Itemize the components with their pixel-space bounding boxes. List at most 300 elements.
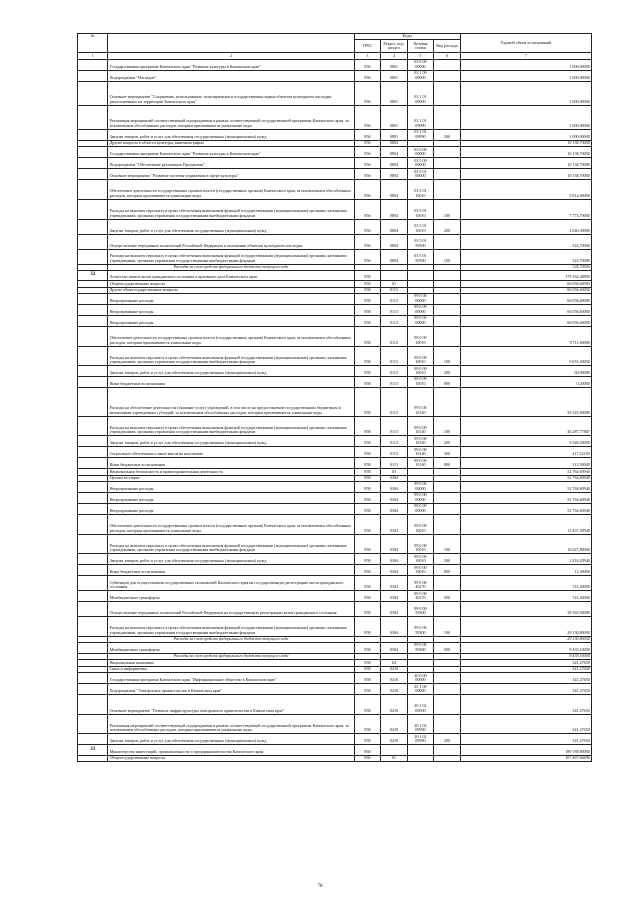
col-razdel-header: Раздел, под-раздел [381,40,407,53]
row-razdel: 0804 [381,180,407,200]
row-name: Расходы на выплаты персоналу в целях обеспечения выполнения функций государственными (муниципальными) органами, казенными учреждениями, органами управления государственными внебюджетными фондами [108,617,354,637]
row-razdel: 0304 [381,493,407,504]
row-vr [434,234,460,249]
row-grbs: 860 [354,755,380,761]
row-number [78,436,108,447]
row-amount: 66 056,60000 [460,304,591,315]
row-razdel: 0304 [381,643,407,654]
row-cs: 03 1 00 00000 [407,70,433,81]
row-vr [434,745,460,755]
row-cs: 20 1 02 00000 [407,695,433,715]
row-grbs: 856 [354,249,380,264]
row-vr: 500 [434,591,460,602]
table-row [78,576,592,591]
row-cs: 99 0 00 10010 [407,534,433,554]
row-vr [434,695,460,715]
row-name: Осуществление переданных полномочий Российской Федерации в отношении объектов культурного наследия [108,234,354,249]
table-row [78,565,592,576]
row-cs: 99 0 00 00000 [407,493,433,504]
row-grbs: 856 [354,81,380,105]
row-name: Государственная программа Камчатского края "Развитие культуры в Камчатском крае" [108,147,354,158]
row-number [78,591,108,602]
row-name: Обеспечение деятельности государственных органов власти (государственных органов) Камчатского края, за исключением обособленных расходов, которым присваиваются уникальные коды [108,515,354,535]
row-grbs: 858 [354,617,380,637]
row-grbs: 858 [354,565,380,576]
column-index: 4 [381,53,407,59]
row-grbs: 858 [354,660,380,666]
row-vr: 200 [434,554,460,565]
row-grbs: 858 [354,287,380,293]
row-number [78,70,108,81]
row-cs: 99 0 00 10140 [407,447,433,458]
row-amount: 10 627,80000 [460,534,591,554]
row-number [78,643,108,654]
row-cs: 99 0 00 10010 [407,326,433,346]
row-number [78,388,108,417]
row-name: Подпрограмма "Наследие" [108,70,354,81]
row-cs: 99 0 00 00000 [407,294,433,305]
col-number-header: № [78,34,108,53]
row-amount: 66 056,60000 [460,287,591,293]
row-amount: 52 764,60940 [460,504,591,515]
row-razdel: 0113 [381,388,407,417]
row-vr [434,158,460,169]
table-row [78,249,592,264]
row-cs: 20 1 02 09990 [407,714,433,734]
row-amount: 1 000,00000 [460,81,591,105]
row-grbs: 856 [354,147,380,158]
row-razdel: 0801 [381,59,407,70]
row-amount: 46 287,77807 [460,416,591,436]
row-amount: 1 000,00000 [460,70,591,81]
table-row [78,755,592,761]
row-cs: 99 0 00 10140 [407,416,433,436]
row-grbs: 856 [354,169,380,180]
row-amount: 52 764,60940 [460,482,591,493]
column-index: 6 [434,53,460,59]
row-vr: 100 [434,346,460,366]
row-name: Государственная программа Камчатского края "Развитие культуры в Камчатском крае" [108,59,354,70]
row-grbs: 858 [354,504,380,515]
table-row [78,81,592,105]
row-amount: 313,50000 [460,458,591,469]
row-name: Социальное обеспечение и иные выплаты населению [108,447,354,458]
table-row [78,315,592,326]
row-name: Основное мероприятие "Развитие инфраструктуры электронного правительства в Камчатском крае" [108,695,354,715]
row-name: Иные бюджетные ассигнования [108,458,354,469]
row-name: Расходы за счет средств федерального бюджета текущего года [108,636,354,642]
row-cs: 99 0 00 00000 [407,315,433,326]
row-grbs: 858 [354,534,380,554]
row-vr: 800 [434,565,460,576]
row-cs: 99 0 00 00000 [407,482,433,493]
row-name: Непрограммные расходы [108,294,354,305]
row-grbs: 858 [354,666,380,672]
row-vr: 100 [434,249,460,264]
table-row [78,436,592,447]
table-row [78,59,592,70]
row-cs: 03 1 01 09990 [407,130,433,141]
row-name: Непрограммные расходы [108,504,354,515]
row-grbs: 858 [354,554,380,565]
row-number [78,684,108,695]
table-row [78,147,592,158]
row-grbs: 858 [354,576,380,591]
row-cs: 99 0 00 10140 [407,436,433,447]
row-vr [434,315,460,326]
row-cs: 99 0 00 10140 [407,458,433,469]
col-cs-header: Целевая статья [407,40,433,53]
row-razdel: 01 [381,281,407,287]
row-amount: 9 346,50000 [460,436,591,447]
row-cs: 03 0 00 00000 [407,147,433,158]
row-razdel: 0304 [381,591,407,602]
row-name: Подпрограмма "Электронное правительство в Камчатском крае" [108,684,354,695]
row-cs: 20 0 00 00000 [407,673,433,684]
row-grbs: 856 [354,70,380,81]
row-cs: 20 1 00 00000 [407,684,433,695]
row-amount: 341,27650 [460,714,591,734]
row-razdel: 0304 [381,617,407,637]
row-number [78,366,108,377]
row-name: Закупка товаров, работ и услуг для обеспечения государственных (муниципальных) нужд [108,734,354,745]
row-amount: 52 764,60940 [460,475,591,481]
row-vr: 100 [434,416,460,436]
row-razdel [381,745,407,755]
row-number [78,81,108,105]
row-number [78,493,108,504]
codes-header: Коды [354,34,460,40]
row-razdel: 0804 [381,169,407,180]
row-amount: 324,70000 [460,234,591,249]
row-grbs: 858 [354,591,380,602]
col-name-header [108,34,354,53]
row-razdel: 0113 [381,366,407,377]
row-name: Закупка товаров, работ и услуг для обеспечения государственных (муниципальных) нужд [108,366,354,377]
row-name: Осуществление переданных полномочий Российской Федерации на государственную регистрацию актов гражданского состояния [108,602,354,617]
row-name: Национальная экономика [108,660,354,666]
row-amount: 417,22193 [460,447,591,458]
row-number [78,326,108,346]
row-razdel: 0410 [381,684,407,695]
row-amount: 1 000,00000 [460,105,591,129]
row-amount: 9 814,00000 [460,180,591,200]
table-row [78,416,592,436]
row-amount: 52 764,60940 [460,469,591,475]
row-amount: 10 138,70000 [460,141,591,147]
row-number [78,294,108,305]
row-grbs: 856 [354,105,380,129]
row-razdel: 0804 [381,147,407,158]
row-number [78,458,108,469]
row-number [78,515,108,535]
row-grbs: 856 [354,158,380,169]
col-total-header: Годовой объем ассигнований [460,34,591,53]
row-name: Межбюджетные трансферты [108,591,354,602]
row-vr [434,714,460,734]
row-razdel: 0804 [381,158,407,169]
row-name: Закупка товаров, работ и услуг для обеспечения государственных (муниципальных) нужд [108,130,354,141]
row-razdel: 0801 [381,130,407,141]
row-name: Органы юстиции [108,475,354,481]
row-grbs: 856 [354,199,380,219]
row-razdel: 0410 [381,734,407,745]
column-index: 5 [407,53,433,59]
row-amount: 2 040,30000 [460,219,591,234]
row-name: Общегосударственные вопросы [108,281,354,287]
row-cs: 03 1 01 00000 [407,81,433,105]
row-amount: 107 467,66696 [460,755,591,761]
table-row [78,745,592,755]
row-vr: 200 [434,734,460,745]
row-amount: 341,27650 [460,695,591,715]
row-number [78,315,108,326]
row-name: Государственная программа Камчатского края "Информационное общество в Камчатском крае" [108,673,354,684]
table-row [78,199,592,219]
column-index: 7 [460,53,591,59]
row-name: Расходы за счет средств федерального бюджета текущего года [108,264,354,270]
table-row [78,684,592,695]
row-name: Расходы на выплаты персоналу в целях обеспечения выполнения функций государственными (муниципальными) органами, казенными учреждениями, органами управления государственными внебюджетными фондами [108,199,354,219]
row-number: 33 [78,745,108,755]
row-vr [434,81,460,105]
table-row [78,534,592,554]
row-vr [434,388,460,417]
row-cs: 99 0 00 00000 [407,304,433,315]
row-cs: 03 5 00 00000 [407,158,433,169]
row-number [78,617,108,637]
row-name: Подпрограмма "Обеспечение реализации Программы" [108,158,354,169]
row-vr: 300 [434,447,460,458]
row-grbs: 858 [354,482,380,493]
row-razdel: 0304 [381,515,407,535]
row-razdel: 0410 [381,695,407,715]
row-number [78,249,108,264]
row-number [78,482,108,493]
row-amount: 52 764,60940 [460,493,591,504]
row-cs: 03 1 01 09990 [407,105,433,129]
row-razdel: 0804 [381,199,407,219]
row-cs: 99 0 00 10010 [407,554,433,565]
row-amount: 13,30000 [460,565,591,576]
row-number [78,147,108,158]
row-vr [434,180,460,200]
row-grbs: 858 [354,602,380,617]
row-razdel: 0801 [381,105,407,129]
row-grbs: 858 [354,447,380,458]
table-row [78,346,592,366]
row-grbs: 858 [354,714,380,734]
table-row [78,515,592,535]
row-amount: 179 162,48890 [460,270,591,280]
row-cs [407,270,433,280]
row-grbs: 858 [354,643,380,654]
row-name: Обеспечение деятельности государственных органов власти (государственных органов) Камчатского края, за исключением обособленных расходов, которым присваиваются уникальные коды [108,326,354,346]
row-name: Закупка товаров, работ и услуг для обеспечения государственных (муниципальных) нужд [108,219,354,234]
row-razdel: 0804 [381,234,407,249]
row-cs: 03 5 01 10010 [407,180,433,200]
row-razdel: 0113 [381,304,407,315]
row-grbs: 856 [354,234,380,249]
table-row [78,714,592,734]
row-vr [434,673,460,684]
table-row [78,219,592,234]
row-number [78,554,108,565]
row-razdel: 03 [381,469,407,475]
row-grbs: 858 [354,695,380,715]
table-row [78,180,592,200]
row-vr [434,755,460,761]
row-razdel: 0304 [381,534,407,554]
row-vr: 100 [434,534,460,554]
row-name: Национальная безопасность и правоохранительная деятельность [108,469,354,475]
row-cs: 99 0 00 59300 [407,602,433,617]
row-cs: 99 0 00 10010 [407,366,433,377]
table-row [78,366,592,377]
row-grbs: 858 [354,673,380,684]
table-row [78,270,592,280]
row-amount: 341,27650 [460,673,591,684]
row-razdel [381,270,407,280]
table-row [78,388,592,417]
row-name: Другие вопросы в области культуры, кинематографии [108,141,354,147]
row-grbs: 858 [354,281,380,287]
row-razdel: 0410 [381,673,407,684]
row-cs: 99 0 00 40270 [407,576,433,591]
row-name: Закупка товаров, работ и услуг для обеспечения государственных (муниципальных) нужд [108,436,354,447]
row-name: Субвенции для осуществления государственных полномочий Камчатского края на государственную регистрацию актов гражданского состояния [108,576,354,591]
row-amount: 9 435,10000 [460,643,591,654]
row-number [78,673,108,684]
row-number [78,199,108,219]
row-razdel: 0113 [381,326,407,346]
table-row [78,591,592,602]
row-grbs: 860 [354,745,380,755]
row-razdel: 0113 [381,458,407,469]
row-razdel: 0113 [381,315,407,326]
row-number [78,504,108,515]
page-number: 78 [317,884,323,889]
row-razdel: 0304 [381,475,407,481]
row-amount: 741,40000 [460,576,591,591]
row-amount: 9 711,60000 [460,326,591,346]
row-amount: 56 345,00000 [460,388,591,417]
row-cs: 20 1 02 09990 [407,734,433,745]
row-number [78,734,108,745]
row-amount: 9 651,40000 [460,346,591,366]
row-name: Другие общегосударственные вопросы [108,287,354,293]
row-vr [434,482,460,493]
table-row [78,169,592,180]
row-number [78,565,108,576]
row-grbs: 858 [354,469,380,475]
col-grbs-header: ГРБС [354,40,380,53]
row-name: Расходы на выплаты персоналу в целях обеспечения выполнения функций государственными (муниципальными) органами, казенными учреждениями, органами управления государственными внебюджетными фондами [108,249,354,264]
row-grbs: 858 [354,346,380,366]
row-grbs: 856 [354,130,380,141]
row-grbs: 858 [354,515,380,535]
row-razdel: 0801 [381,70,407,81]
row-amount: 341,27650 [460,666,591,672]
table-row [78,294,592,305]
row-name: Межбюджетные трансферты [108,643,354,654]
row-amount: 341,27650 [460,660,591,666]
row-razdel: 0804 [381,219,407,234]
row-vr [434,504,460,515]
row-grbs: 858 [354,458,380,469]
row-grbs: 858 [354,294,380,305]
row-cs: 99 0 00 59300 [407,643,433,654]
row-razdel: 0304 [381,576,407,591]
row-name: Расходы на обеспечение деятельности (оказание услуг) учреждений, в том числе на предоставление государственным бюджетным и автономным учреждениям субсидий, за исключением обособленных расходов, которым присваиваются уникальные коды [108,388,354,417]
table-row [78,643,592,654]
row-number [78,59,108,70]
row-amount: 10 138,70000 [460,169,591,180]
column-index: 2 [108,53,354,59]
table-row [78,482,592,493]
row-razdel: 0113 [381,416,407,436]
row-cs [407,755,433,761]
budget-table-sheet [77,33,592,762]
row-vr: 200 [434,366,460,377]
row-amount: 66 056,60000 [460,315,591,326]
row-vr [434,684,460,695]
row-razdel: 0113 [381,447,407,458]
row-name: Министерство инвестиций, промышленности и предпринимательства Камчатского края [108,745,354,755]
row-cs: 99 0 00 10010 [407,565,433,576]
row-name: Реализация мероприятий соответствующей подпрограммы в рамках соответствующей государственной программы Камчатского края, за исключением обособленных расходов, которым присваиваются уникальные коды [108,105,354,129]
table-row [78,695,592,715]
row-amount: 1 000,00000 [460,130,591,141]
row-name: Иные бюджетные ассигнования [108,377,354,388]
row-number [78,158,108,169]
row-vr: 100 [434,617,460,637]
row-razdel: 0113 [381,287,407,293]
row-amount: 10 138,70000 [460,158,591,169]
row-number [78,105,108,129]
table-row [78,326,592,346]
row-vr [434,515,460,535]
row-name: Связь и информатика [108,666,354,672]
row-name: Агентство записи актов гражданского состояния и архивного дела Камчатского края [108,270,354,280]
row-razdel: 0304 [381,482,407,493]
row-name: Реализация мероприятий соответствующей подпрограммы в рамках соответствующей государственной программы Камчатского края, за исключением обособленных расходов, которым присваиваются уникальные коды [108,714,354,734]
table-row [78,105,592,129]
row-vr [434,147,460,158]
row-amount: 9 435,10000 [460,654,591,660]
row-amount: 1 000,00000 [460,59,591,70]
row-razdel: 04 [381,660,407,666]
row-grbs: 858 [354,475,380,481]
table-row [78,130,592,141]
row-amount: 13 457,30940 [460,515,591,535]
row-number [78,416,108,436]
row-amount: 0,20000 [460,377,591,388]
row-cs [407,745,433,755]
row-vr [434,270,460,280]
row-razdel: 01 [381,755,407,761]
row-amount: 10 138,70000 [460,147,591,158]
row-grbs: 858 [354,377,380,388]
table-row [78,493,592,504]
row-cs: 03 0 00 00000 [407,59,433,70]
row-grbs: 858 [354,366,380,377]
row-name: Обеспечение деятельности государственных органов власти (государственных органов) Камчатского края, за исключением обособленных расходов, которым присваиваются уникальные коды [108,180,354,200]
table-row [78,617,592,637]
row-cs: 99 0 00 10010 [407,515,433,535]
row-amount: 324,70000 [460,249,591,264]
row-cs: 03 5 01 10010 [407,219,433,234]
